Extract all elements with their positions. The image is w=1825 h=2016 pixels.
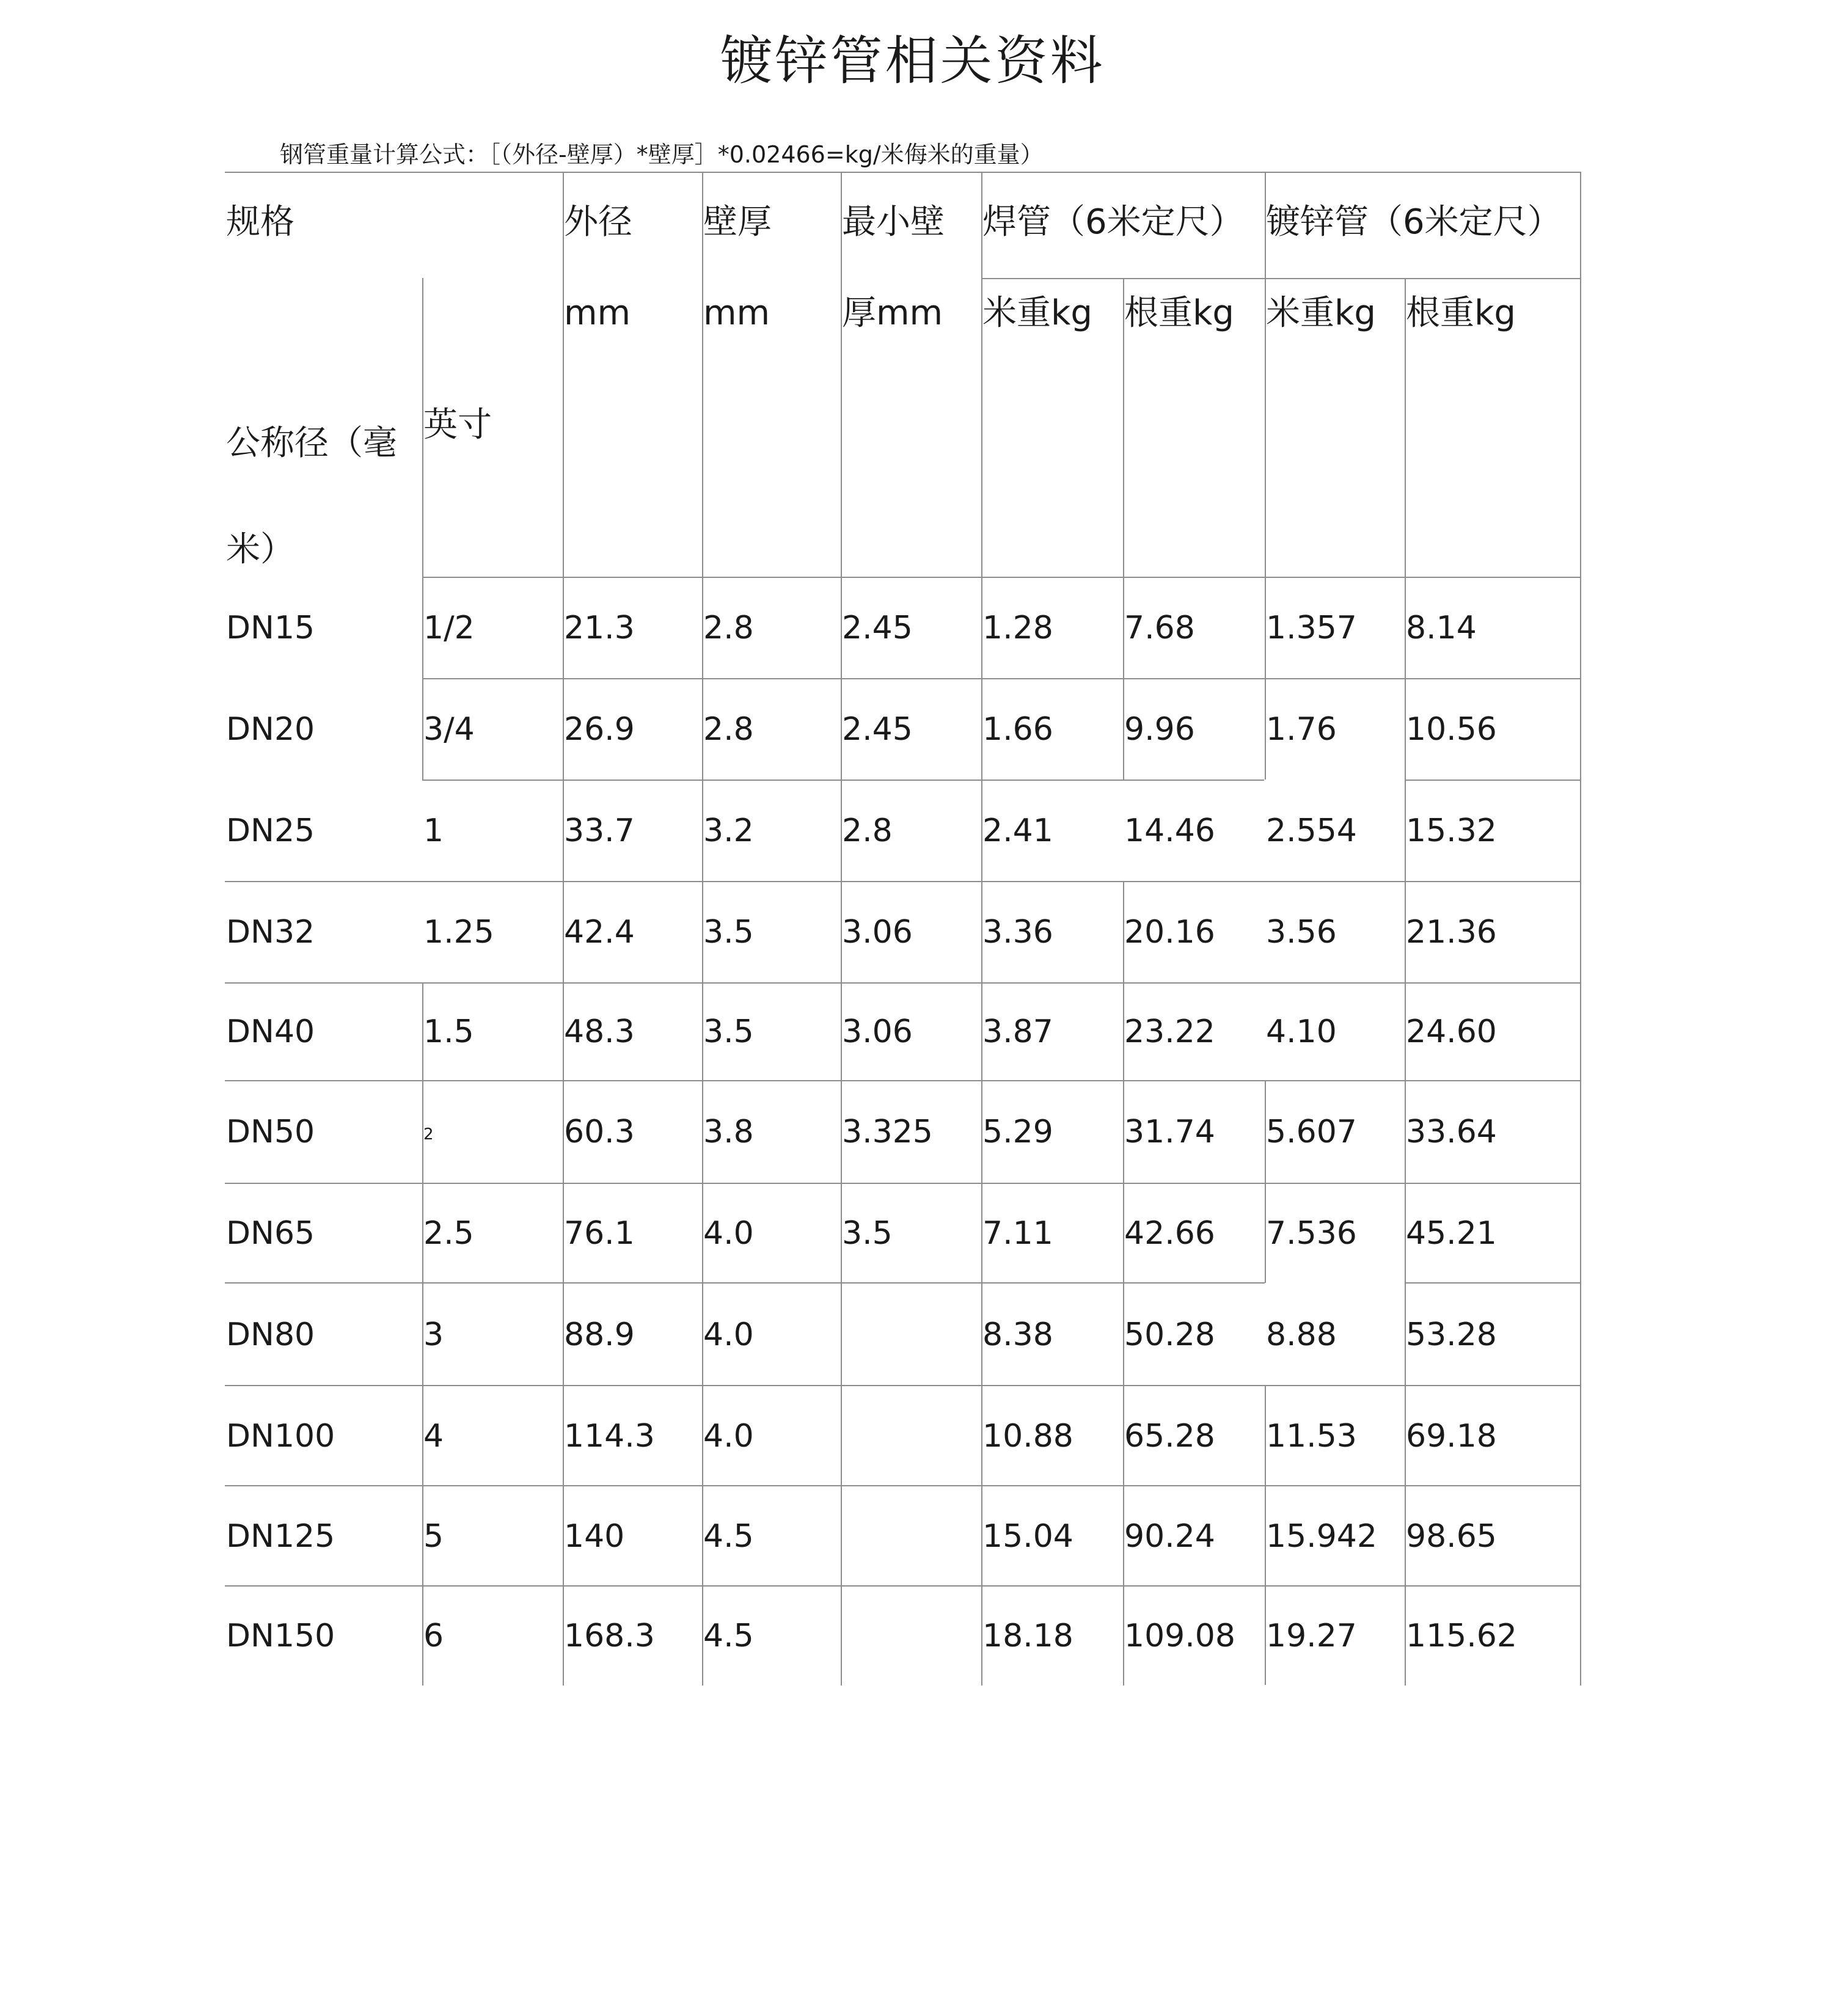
table-rule-horizontal	[422, 780, 1264, 781]
header-min-wall-unit: 厚mm	[842, 293, 943, 333]
table-cell-wm: 1.66	[982, 711, 1053, 748]
table-cell-od: 88.9	[564, 1317, 635, 1353]
table-rule-horizontal	[1405, 780, 1580, 781]
header-wall-thickness: 壁厚	[703, 202, 772, 242]
table-cell-gm: 15.942	[1266, 1518, 1377, 1555]
table-cell-wall: 4.0	[703, 1418, 754, 1455]
table-cell-inch: 1.5	[423, 1013, 474, 1050]
header-nominal-diameter-unit: 米）	[226, 530, 294, 569]
table-cell-wp: 9.96	[1124, 711, 1195, 748]
table-cell-wall: 3.8	[703, 1114, 754, 1150]
table-cell-minwall: 2.8	[842, 813, 893, 849]
table-cell-gp: 115.62	[1406, 1618, 1517, 1654]
table-rule-horizontal	[422, 577, 1580, 578]
table-cell-inch: 1	[423, 813, 444, 849]
table-cell-gp: 15.32	[1406, 813, 1497, 849]
table-cell-dn: DN50	[226, 1114, 315, 1150]
header-welded-pipe: 焊管（6米定尺）	[982, 202, 1244, 242]
table-cell-od: 76.1	[564, 1215, 635, 1252]
table-rule-horizontal	[225, 1080, 1580, 1081]
table-cell-od: 21.3	[564, 610, 635, 646]
table-cell-gm: 8.88	[1266, 1317, 1337, 1353]
header-min-wall: 最小壁	[842, 202, 945, 242]
table-cell-wp: 65.28	[1124, 1418, 1215, 1455]
table-rule-vertical	[1580, 172, 1581, 1685]
table-cell-wp: 20.16	[1124, 914, 1215, 951]
table-cell-wall: 3.5	[703, 1013, 754, 1050]
table-rule-horizontal	[225, 1282, 1265, 1284]
header-nominal-diameter: 公称径（毫	[226, 423, 397, 463]
table-cell-gp: 98.65	[1406, 1518, 1497, 1555]
header-welded-weight-per-meter: 米重kg	[982, 293, 1092, 333]
table-cell-gm: 1.357	[1266, 610, 1357, 646]
header-galvanized-weight-per-meter: 米重kg	[1266, 293, 1376, 333]
table-rule-vertical	[1123, 278, 1124, 780]
table-rule-horizontal	[225, 172, 1580, 173]
table-cell-wall: 2.8	[703, 711, 754, 748]
table-cell-wall: 4.5	[703, 1618, 754, 1654]
table-cell-gm: 4.10	[1266, 1013, 1337, 1050]
table-cell-minwall: 2.45	[842, 711, 913, 748]
table-cell-wp: 90.24	[1124, 1518, 1215, 1555]
table-cell-od: 33.7	[564, 813, 635, 849]
table-cell-wm: 5.29	[982, 1114, 1053, 1150]
table-rule-vertical	[1405, 278, 1406, 1685]
table-cell-od: 26.9	[564, 711, 635, 748]
table-cell-od: 168.3	[564, 1618, 655, 1654]
table-cell-dn: DN100	[226, 1418, 335, 1455]
table-cell-gm: 2.554	[1266, 813, 1357, 849]
header-outer-diameter-unit: mm	[564, 293, 631, 333]
header-galvanized-weight-per-piece: 根重kg	[1406, 293, 1516, 333]
table-cell-inch: 2.5	[423, 1215, 474, 1252]
table-rule-vertical	[1265, 1080, 1266, 1283]
table-cell-od: 140	[564, 1518, 625, 1555]
table-cell-gp: 21.36	[1406, 914, 1497, 951]
table-cell-wm: 1.28	[982, 610, 1053, 646]
table-cell-dn: DN125	[226, 1518, 335, 1555]
table-cell-gp: 53.28	[1406, 1317, 1497, 1353]
table-cell-dn: DN32	[226, 914, 315, 951]
table-cell-gm: 5.607	[1266, 1114, 1357, 1150]
table-cell-inch: 2	[423, 1125, 434, 1144]
table-cell-inch: 1/2	[423, 610, 475, 646]
table-rule-horizontal	[225, 1183, 1580, 1184]
table-cell-wp: 42.66	[1124, 1215, 1215, 1252]
table-cell-dn: DN20	[226, 711, 315, 748]
table-cell-minwall: 3.5	[842, 1215, 893, 1252]
table-cell-minwall: 3.325	[842, 1114, 933, 1150]
table-rule-horizontal	[1405, 1282, 1580, 1284]
table-cell-dn: DN65	[226, 1215, 315, 1252]
header-spec: 规格	[226, 202, 294, 242]
header-inch: 英寸	[423, 405, 492, 445]
table-cell-wm: 10.88	[982, 1418, 1073, 1455]
table-cell-dn: DN150	[226, 1618, 335, 1654]
table-cell-minwall: 2.45	[842, 610, 913, 646]
table-cell-od: 48.3	[564, 1013, 635, 1050]
table-rule-horizontal	[981, 278, 1581, 279]
table-cell-wm: 18.18	[982, 1618, 1073, 1654]
table-cell-gp: 8.14	[1406, 610, 1477, 646]
table-cell-gm: 3.56	[1266, 914, 1337, 951]
table-cell-dn: DN40	[226, 1013, 315, 1050]
table-cell-wall: 3.5	[703, 914, 754, 951]
table-cell-gm: 7.536	[1266, 1215, 1357, 1252]
table-cell-wp: 31.74	[1124, 1114, 1215, 1150]
table-cell-dn: DN80	[226, 1317, 315, 1353]
header-welded-weight-per-piece: 根重kg	[1124, 293, 1234, 333]
table-cell-wall: 2.8	[703, 610, 754, 646]
table-cell-minwall: 3.06	[842, 914, 913, 951]
table-cell-gm: 11.53	[1266, 1418, 1357, 1455]
table-cell-inch: 5	[423, 1518, 444, 1555]
table-cell-wm: 2.41	[982, 813, 1053, 849]
table-rule-vertical	[1123, 881, 1124, 1685]
header-wall-thickness-unit: mm	[703, 293, 770, 333]
header-galvanized-pipe: 镀锌管（6米定尺）	[1266, 202, 1562, 242]
table-rule-vertical	[422, 278, 423, 780]
table-cell-wm: 8.38	[982, 1317, 1053, 1353]
table-cell-od: 42.4	[564, 914, 635, 951]
table-cell-inch: 4	[423, 1418, 444, 1455]
table-cell-wm: 15.04	[982, 1518, 1073, 1555]
table-cell-gp: 24.60	[1406, 1013, 1497, 1050]
table-cell-minwall: 3.06	[842, 1013, 913, 1050]
table-cell-inch: 3	[423, 1317, 444, 1353]
table-cell-inch: 1.25	[423, 914, 494, 951]
table-cell-wp: 109.08	[1124, 1618, 1235, 1654]
table-cell-dn: DN15	[226, 610, 315, 646]
table-rule-horizontal	[225, 1485, 1580, 1486]
table-cell-wp: 14.46	[1124, 813, 1215, 849]
header-outer-diameter: 外径	[564, 202, 632, 242]
table-cell-inch: 6	[423, 1618, 444, 1654]
table-rule-horizontal	[225, 881, 1580, 882]
table-cell-gp: 33.64	[1406, 1114, 1497, 1150]
table-cell-wall: 4.0	[703, 1215, 754, 1252]
table-cell-inch: 3/4	[423, 711, 475, 748]
table-cell-wp: 50.28	[1124, 1317, 1215, 1353]
table-cell-gm: 1.76	[1266, 711, 1337, 748]
table-rule-horizontal	[225, 982, 1580, 984]
table-cell-gp: 69.18	[1406, 1418, 1497, 1455]
table-cell-gm: 19.27	[1266, 1618, 1357, 1654]
table-cell-wp: 23.22	[1124, 1013, 1215, 1050]
table-cell-wm: 7.11	[982, 1215, 1053, 1252]
table-cell-wm: 3.36	[982, 914, 1053, 951]
table-cell-dn: DN25	[226, 813, 315, 849]
table-cell-od: 60.3	[564, 1114, 635, 1150]
table-cell-wall: 4.5	[703, 1518, 754, 1555]
table-cell-od: 114.3	[564, 1418, 655, 1455]
page-title: 镀锌管相关资料	[720, 31, 1105, 92]
table-cell-wm: 3.87	[982, 1013, 1053, 1050]
table-rule-horizontal	[422, 678, 1580, 679]
table-cell-wall: 4.0	[703, 1317, 754, 1353]
table-rule-horizontal	[225, 1385, 1580, 1386]
table-cell-gp: 10.56	[1406, 711, 1497, 748]
weight-formula: 钢管重量计算公式：［（外径-壁厚）*壁厚］*0.02466=kg/米侮米的重量）	[280, 141, 1044, 168]
table-cell-gp: 45.21	[1406, 1215, 1497, 1252]
table-rule-vertical	[1265, 172, 1266, 780]
table-cell-wp: 7.68	[1124, 610, 1195, 646]
table-rule-horizontal	[225, 1585, 1580, 1587]
table-cell-wall: 3.2	[703, 813, 754, 849]
